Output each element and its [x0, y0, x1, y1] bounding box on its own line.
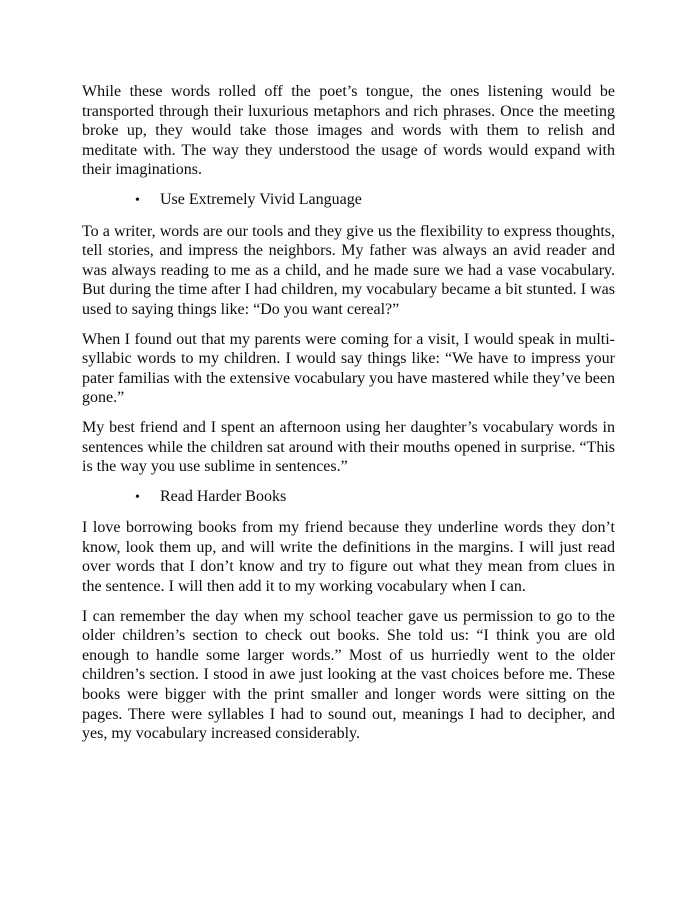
bullet-icon: •	[135, 192, 140, 208]
bullet-item	[82, 487, 615, 508]
bullet-item	[82, 190, 615, 211]
bullet-label: Read Harder Books	[160, 487, 287, 505]
paragraph: When I found out that my parents were coming for a visit, I would speak in multi-syllabic words to my children. I would say things like: “We have to impress your pater familias with the extensive vocabulary you have mastered while they’ve been gone.”	[82, 330, 615, 407]
paragraph: I love borrowing books from my friend because they underline words they don’t know, look them up, and will write the definitions in the margins. I will just read over words that I don’t know and try to figure out what they mean from clues in the sentence. I will then add it to my working vocabulary when I can.	[82, 519, 615, 596]
paragraph: While these words rolled off the poet’s tongue, the ones listening would be transported through their luxurious metaphors and rich phrases. Once the meeting broke up, they would take those images and words with them to relish and meditate with. The way they understood the usage of words would expand with their imaginations.	[82, 83, 615, 179]
bullet-icon: •	[135, 489, 140, 505]
bullet-label: Use Extremely Vivid Language	[160, 190, 362, 208]
paragraph: To a writer, words are our tools and they give us the flexibility to express thoughts, tell stories, and impress the neighbors. My father was always an avid reader and was always reading to me as a child, and he made sure we had a vase vocabulary. But during the time after I had children, my vocabulary became a bit stunted. I was used to saying things like: “Do you want cereal?”	[82, 222, 615, 318]
paragraph: My best friend and I spent an afternoon using her daughter’s vocabulary words in sentences while the children sat around with their mouths opened in surprise. “This is the way you use sublime in sentences.”	[82, 418, 615, 476]
paragraph: I can remember the day when my school teacher gave us permission to go to the older children’s section to check out books. She told us: “I think you are old enough to handle some larger words.” Most of us hurriedly went to the older children’s section. I stood in awe just looking at the vast choices before me. These books were bigger with the print smaller and longer words were sitting on the pages. There were syllables I had to sound out, meanings I had to decipher, and yes, my vocabulary increased considerably.	[82, 607, 615, 743]
